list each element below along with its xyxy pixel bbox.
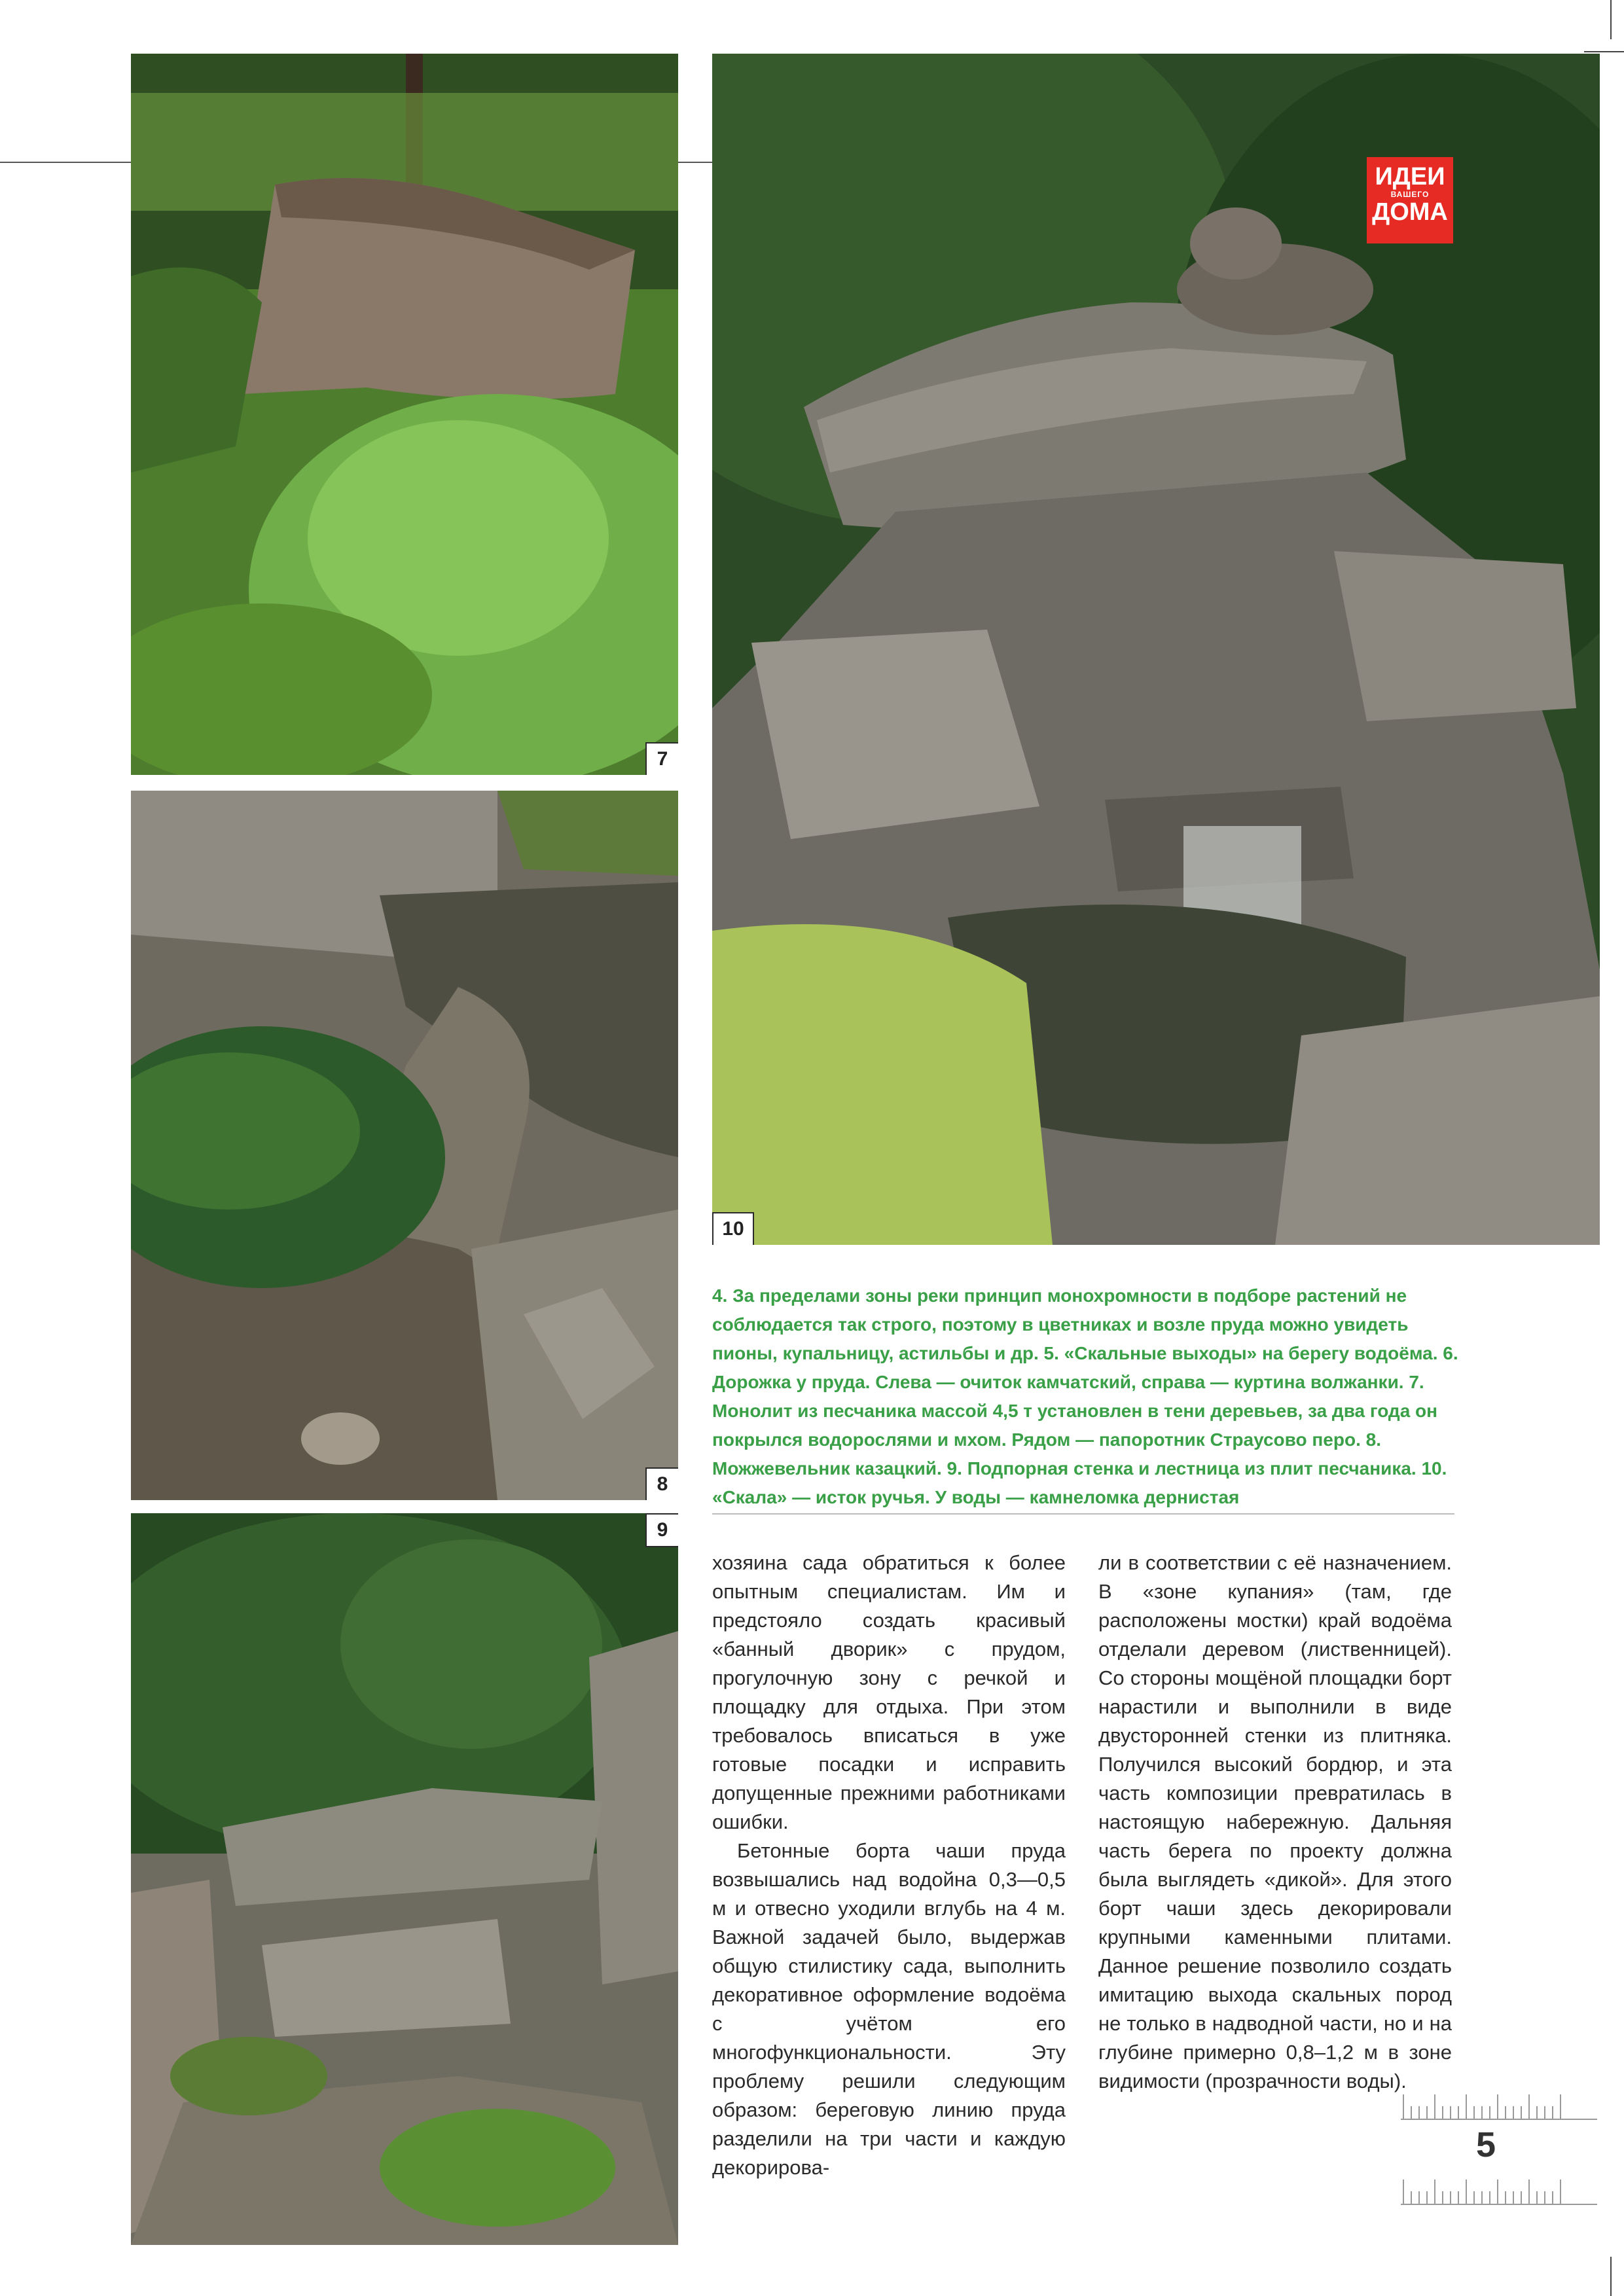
photo-9-number: 9 [645,1513,678,1547]
photo-8-image [131,791,678,1500]
bottom-ruler-decoration [1401,2166,1597,2206]
logo-line-1: ИДЕИ [1375,163,1445,190]
page-number: 5 [1475,2125,1496,2164]
crop-mark [1584,51,1624,52]
photo-8 [131,791,678,1500]
crop-mark [1610,0,1612,39]
article-column-2 [1098,1549,1452,2096]
article-paragraph: хозяина сада обратиться к более опытным специалистам. Им и предстояло создать красивый «банный дворик» с прудом, прогулочную зону с речкой и площадку для отдыха. При этом требовалось вписаться в уже готовые посадки и исправить допущенные прежними работниками ошибки. [712,1551,1066,1833]
caption-divider [712,1513,1454,1515]
photo-8-number: 8 [645,1467,678,1500]
photo-7-image [131,54,678,775]
article-paragraph: Бетонные борта чаши пруда возвышались над водойна 0,3—0,5 м и отвесно уходили вглубь на 4 м. Важной задачей было, выдержав общую стилистику сада, выполнить декоративное оформление водоёма с учётом его многофункциональности. Эту проблему решили следующим образом: береговую линию пруда разделили на три части и каждую декорирова- [712,1839,1066,2179]
magazine-logo [1367,157,1453,243]
photo-7-number: 7 [645,742,678,775]
photo-7 [131,54,678,775]
photo-9-image [131,1513,678,2245]
crop-mark [1610,2257,1612,2296]
logo-line-2: ВАШЕГО [1390,190,1430,199]
article-column-1 [712,1549,1066,2182]
top-ruler-decoration [1401,2081,1597,2121]
photo-10 [712,54,1600,1245]
logo-line-3: ДОМА [1372,198,1448,226]
photo-caption: 4. За пределами зоны реки принцип монохромности в подборе растений не соблюдается так строго, поэтому в цветниках и возле пруда можно увидеть пионы, купальницу, астильбы и др. 5. «Скальные выходы» на берегу водоёма. 6. Дорожка у пруда. Слева — очиток камчатский, справа — куртина волжанки. 7. Монолит из песчаника массой 4,5 т установлен в тени деревьев, за два года он покрылся водорослями и мхом. Рядом — папоротник Страусово перо. 8. Можжевельник казацкий. 9. Подпорная стенка и лестница из плит песчаника. 10. «Скала» — исток ручья. У воды — камнеломка дернистая [712,1285,1458,1507]
photo-10-image [712,54,1600,1245]
photo-10-number: 10 [712,1212,754,1245]
photo-9 [131,1513,678,2245]
article-paragraph: ли в соответствии с её назначением. В «зоне купания» (там, где расположены мостки) край водоёма отделали деревом (лиственницей). Со стороны мощёной площадки борт нарастили и выполнили в виде двусторонней стенки из плитняка. Получился высокий бордюр, и эта часть композиции превратилась в настоящую набережную. Дальняя часть берега по проекту должна была выглядеть «дикой». Для этого борт чаши здесь декорировали крупными каменными плитами. Данное решение позволило создать имитацию выхода скальных пород не только в надводной части, но и на глубине примерно 0,8–1,2 м в зоне видимости (прозрачности воды). [1098,1551,1452,2092]
